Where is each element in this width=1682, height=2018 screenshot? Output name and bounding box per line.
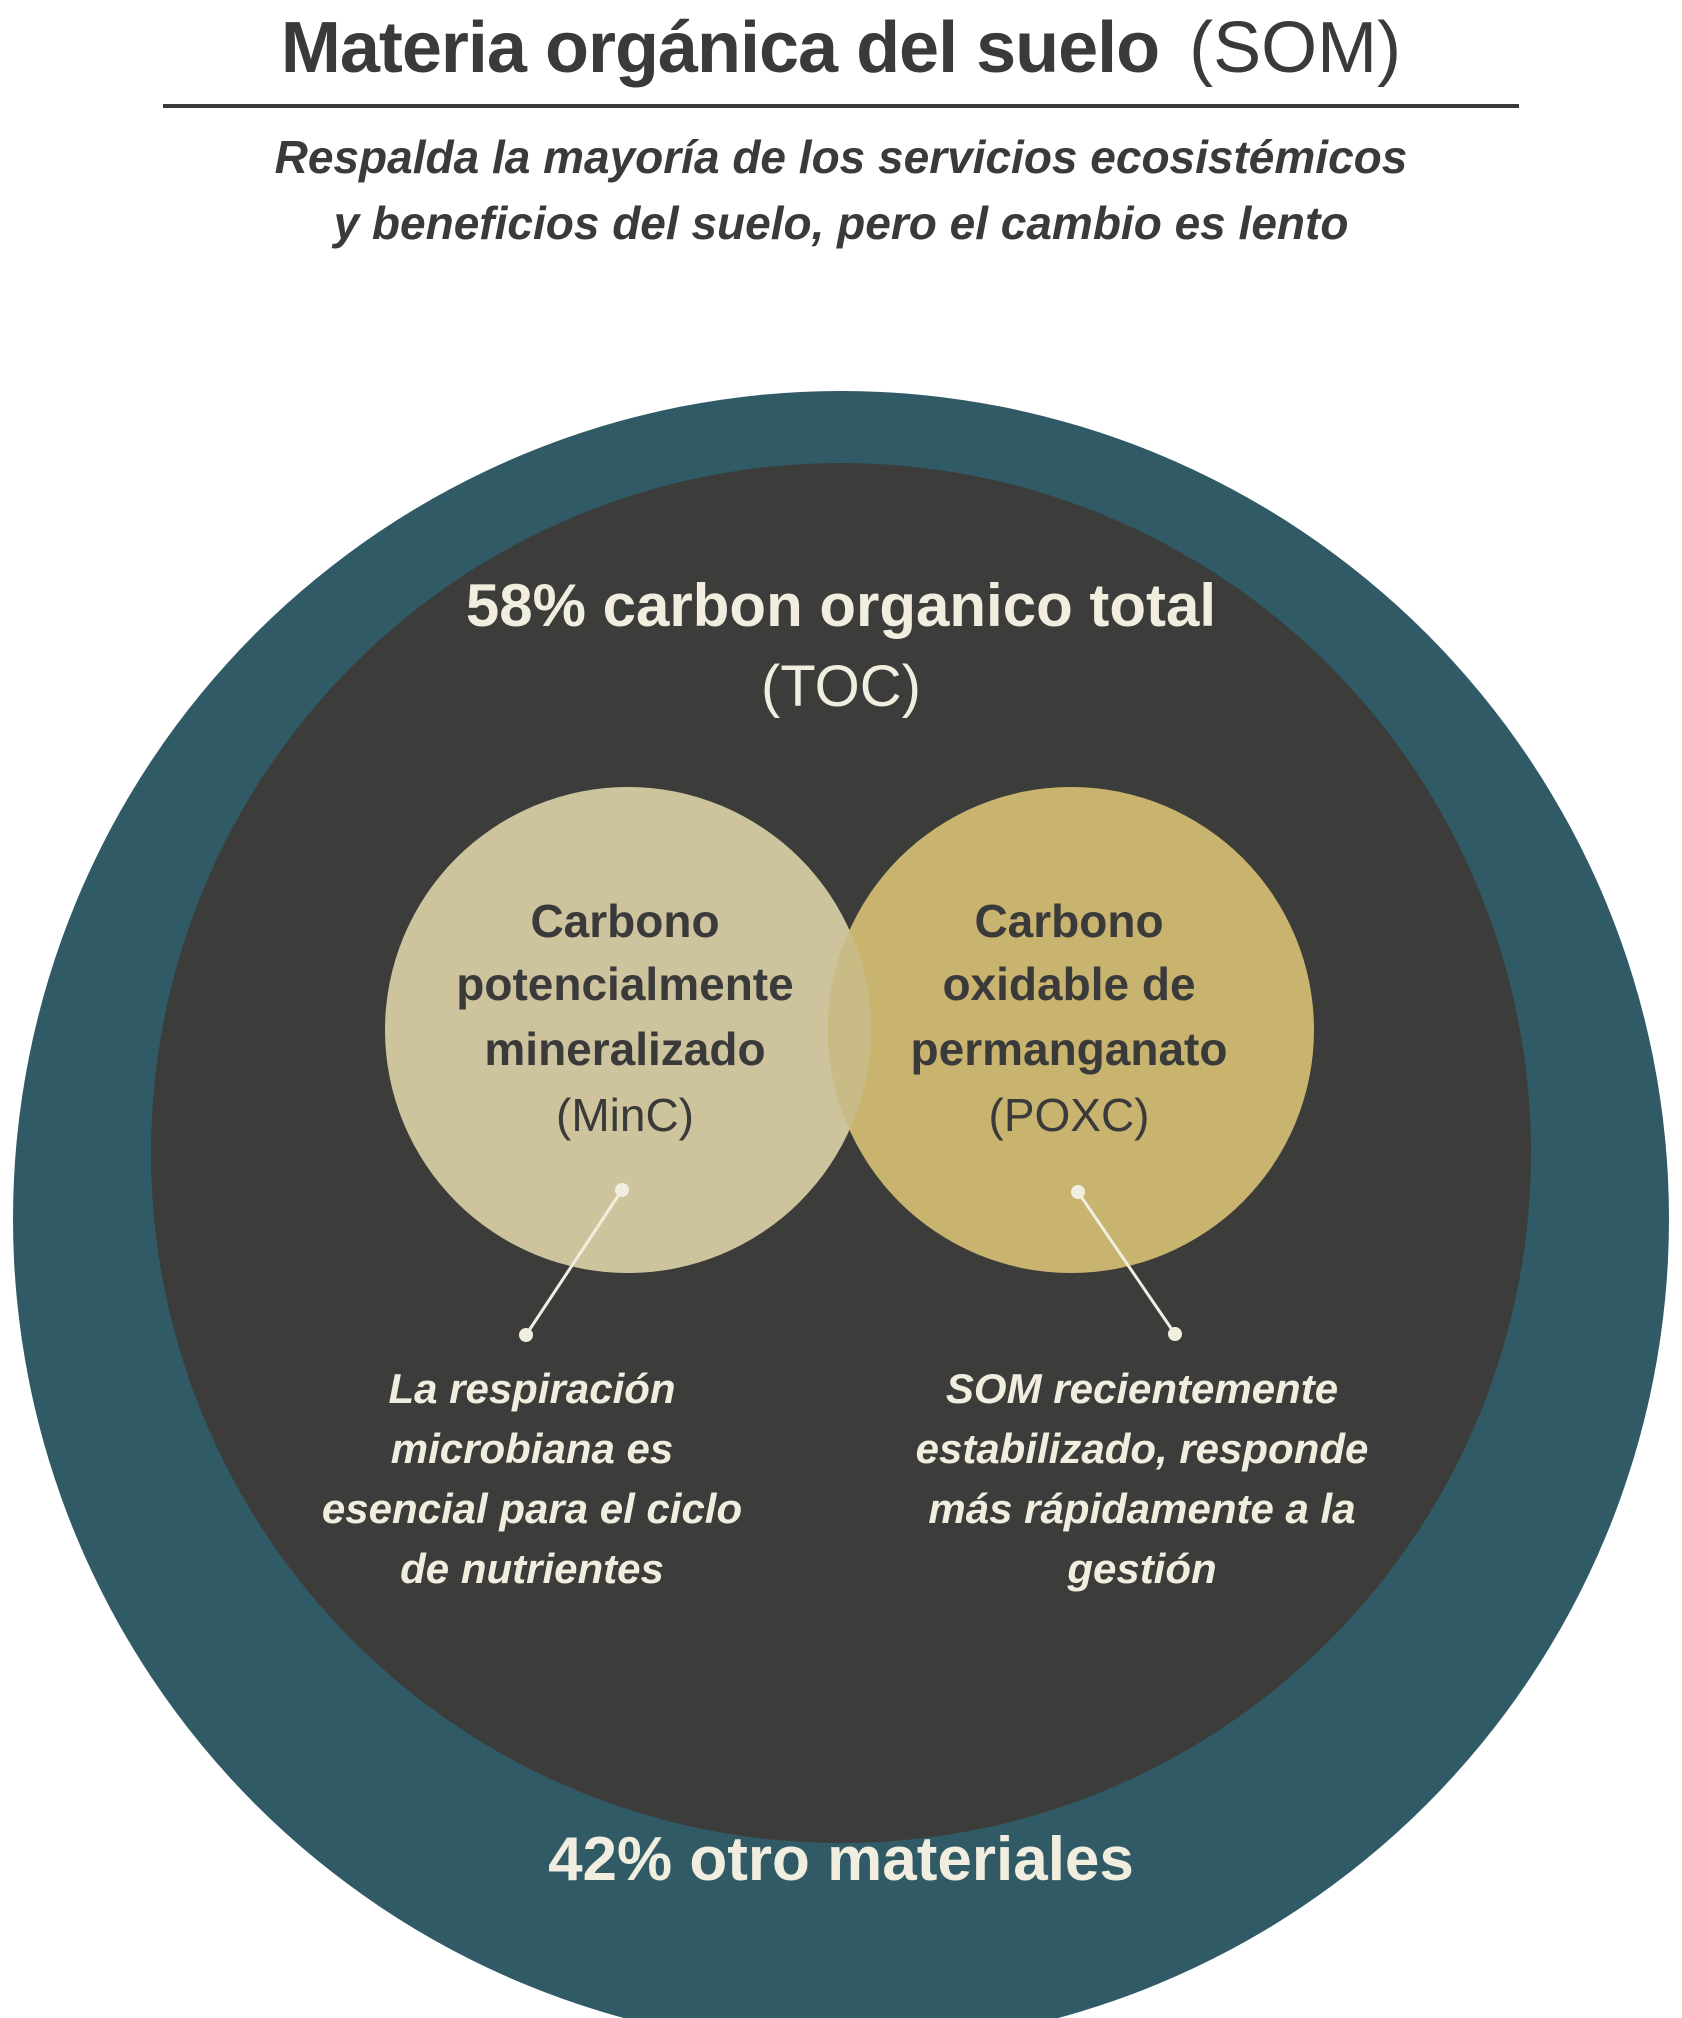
other-materials-label: 42% otro materiales	[548, 1825, 1134, 1894]
subtitle-line-2: y beneficios del suelo, pero el cambio es lento	[333, 197, 1349, 249]
title-main: Materia orgánica del suelo	[280, 8, 1160, 88]
title-abbr: (SOM)	[1189, 8, 1402, 88]
poxc-note-line-2: estabilizado, responde	[915, 1425, 1369, 1472]
subtitle-line-1: Respalda la mayoría de los servicios ecosistémicos	[274, 131, 1408, 183]
minc-label-line-2: potencialmente	[456, 958, 794, 1010]
toc-label: 58% carbon organico total	[465, 572, 1217, 639]
poxc-note-line-3: más rápidamente a la	[928, 1485, 1356, 1532]
poxc-label-line-3: permanganato	[910, 1023, 1228, 1075]
minc-note-line-2: microbiana es	[390, 1425, 674, 1472]
poxc-label-line-2: oxidable de	[942, 958, 1196, 1010]
poxc-label-line-1: Carbono	[974, 895, 1164, 947]
minc-abbr: (MinC)	[556, 1089, 694, 1141]
poxc-note-line-1: SOM recientemente	[945, 1365, 1339, 1412]
toc-abbr: (TOC)	[760, 654, 922, 719]
poxc-abbr: (POXC)	[988, 1089, 1150, 1141]
minc-label-line-1: Carbono	[530, 895, 720, 947]
poxc-note-line-4: gestión	[1067, 1545, 1217, 1592]
minc-note-line-3: esencial para el ciclo	[321, 1485, 743, 1532]
minc-note-line-1: La respiración	[388, 1365, 676, 1412]
minc-label-line-3: mineralizado	[484, 1023, 766, 1075]
minc-note-line-4: de nutrientes	[400, 1545, 664, 1592]
